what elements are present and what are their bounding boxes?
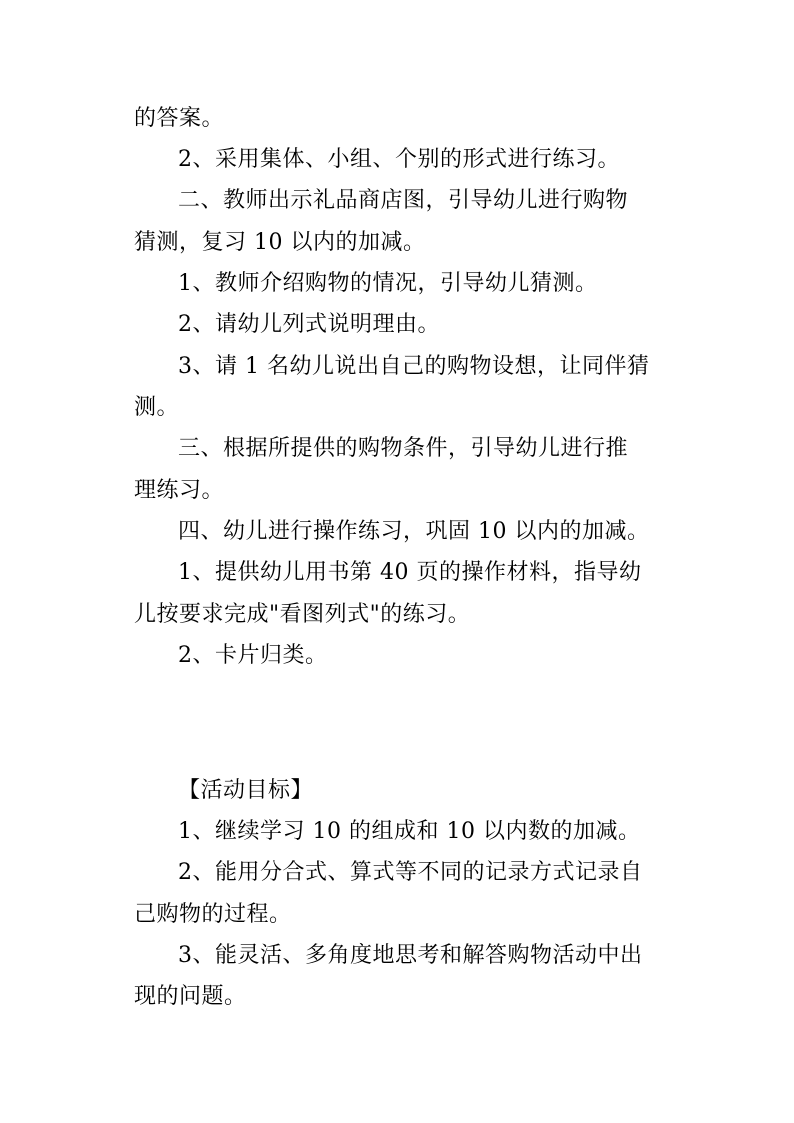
text-line: 3、请 1 名幼儿说出自己的购物设想，让同伴猜 [178, 354, 650, 379]
text-line: 1、教师介绍购物的情况，引导幼儿猜测。 [178, 271, 598, 296]
text-line: 三、根据所提供的购物条件，引导幼儿进行推 [178, 436, 629, 461]
text-line: 的答案。 [134, 106, 225, 131]
section-heading: 【活动目标】 [178, 778, 314, 803]
text-line: 2、采用集体、小组、个别的形式进行练习。 [178, 147, 620, 172]
text-line: 四、幼儿进行操作练习，巩固 10 以内的加减。 [178, 519, 650, 544]
text-line: 1、提供幼儿用书第 40 页的操作材料，指导幼 [178, 560, 642, 585]
text-line: 猜测，复习 10 以内的加减。 [134, 230, 426, 255]
text-line: 1、继续学习 10 的组成和 10 以内数的加减。 [178, 819, 641, 844]
text-line: 己购物的过程。 [134, 902, 292, 927]
text-line: 2、请幼儿列式说明理由。 [178, 312, 440, 337]
text-line: 3、能灵活、多角度地思考和解答购物活动中出 [178, 943, 643, 968]
text-line: 测。 [134, 395, 180, 420]
text-line: 理练习。 [134, 478, 225, 503]
text-line: 2、卡片归类。 [178, 643, 328, 668]
text-line: 二、教师出示礼品商店图，引导幼儿进行购物 [178, 188, 629, 213]
text-line: 儿按要求完成"看图列式"的练习。 [134, 602, 471, 627]
text-line: 2、能用分合式、算式等不同的记录方式记录自 [178, 860, 643, 885]
text-line: 现的问题。 [134, 984, 247, 1009]
